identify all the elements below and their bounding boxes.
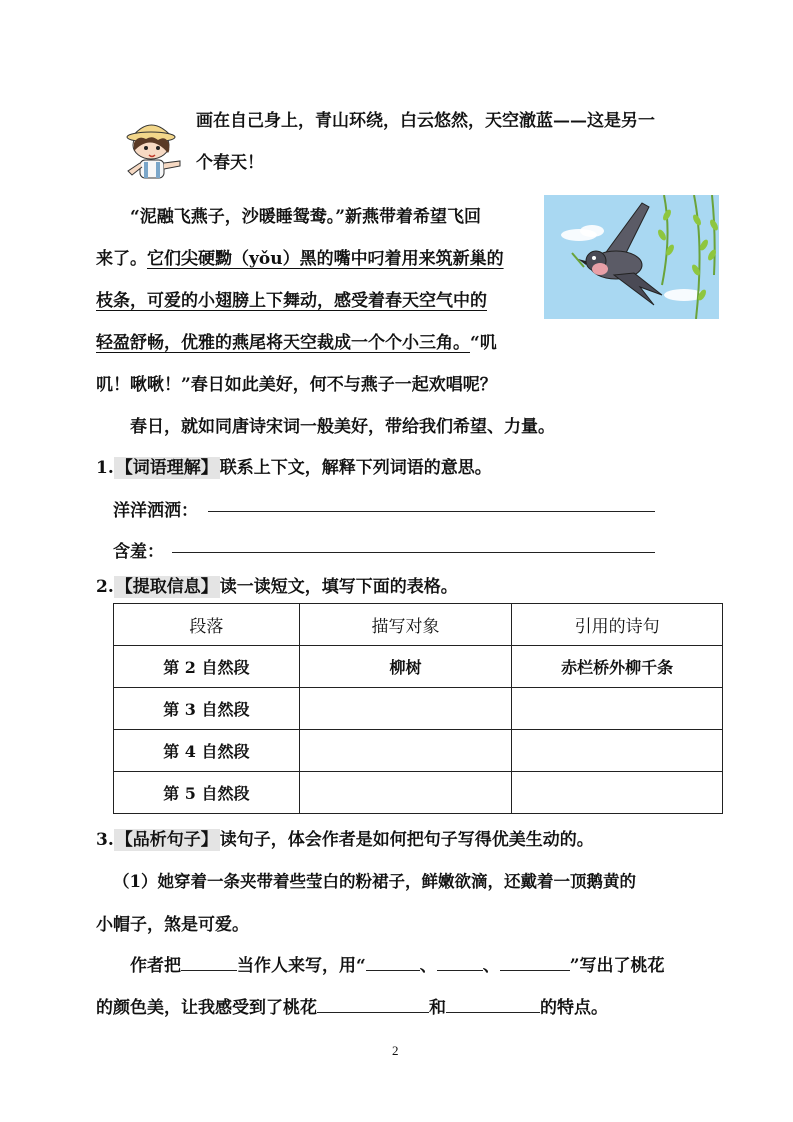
q3-blank-word-2[interactable] — [437, 952, 483, 971]
q1-word1-label: 洋洋洒洒： — [113, 501, 198, 521]
table-cell: 第 4 自然段 — [114, 730, 300, 772]
swallow-line-5: 叽！啾啾！”春日如此美好，何不与燕子一起欢唱呢？ — [96, 375, 497, 395]
child-illustration — [118, 115, 188, 187]
table-header-row — [114, 604, 723, 646]
closing-line: 春日，就如同唐诗宋词一般美好，带给我们希望、力量。 — [130, 417, 555, 437]
table-cell: 第 5 自然段 — [114, 772, 300, 814]
table-row — [114, 688, 723, 730]
q1-heading — [96, 453, 492, 478]
swallow-line-2-underlined: 它们尖硬黝（yǒu）黑的嘴中叼着用来筑新巢的 — [147, 249, 504, 269]
swallow-line-3: 枝条，可爱的小翅膀上下舞动，感受着春天空气中的 — [96, 291, 487, 311]
q2-tag: 【提取信息】 — [115, 577, 218, 597]
q1-word2-label: 含羞： — [113, 542, 164, 562]
table-header: 段落 — [114, 604, 300, 646]
q3-fill-e: 和 — [429, 998, 446, 1018]
table-header: 引用的诗句 — [512, 604, 723, 646]
q3-sentence-line-1: （1）她穿着一条夹带着些莹白的粉裙子，鲜嫩欲滴，还戴着一顶鹅黄的 — [113, 872, 636, 891]
table-cell: 第 2 自然段 — [114, 646, 300, 688]
table-row — [114, 772, 723, 814]
q3-fill-f: 的特点。 — [540, 998, 608, 1018]
table-cell: 第 3 自然段 — [114, 688, 300, 730]
q3-blank-feature-2[interactable] — [446, 994, 540, 1013]
q1-word1-answer-line[interactable] — [208, 511, 655, 512]
q1-word2-answer-line[interactable] — [172, 552, 655, 553]
q3-text: 读句子，体会作者是如何把句子写得优美生动的。 — [219, 830, 594, 850]
q3-blank-feature-1[interactable] — [317, 994, 429, 1013]
q3-blank-word-1[interactable] — [366, 952, 420, 971]
table-cell[interactable] — [512, 730, 723, 772]
q3-fill-c: ”写出了桃花 — [569, 956, 665, 976]
q3-fill-line-2 — [96, 993, 608, 1018]
swallow-line-4-plain: “叽 — [470, 333, 497, 353]
q3-fill-a: 作者把 — [130, 956, 181, 976]
q3-blank-object[interactable] — [181, 952, 237, 971]
swallow-illustration — [544, 195, 719, 319]
table-row — [114, 646, 723, 688]
table-cell[interactable] — [299, 730, 512, 772]
swallow-line-2-plain: 来了。 — [96, 249, 147, 269]
page-number: 2 — [392, 1043, 399, 1058]
table-cell[interactable] — [299, 688, 512, 730]
q3-tag: 【品析句子】 — [115, 830, 218, 850]
q3-sep-1: 、 — [419, 956, 437, 976]
table-cell[interactable] — [512, 688, 723, 730]
info-table — [113, 603, 723, 814]
q1-text: 联系上下文，解释下列词语的意思。 — [219, 458, 492, 478]
q3-heading — [96, 825, 594, 850]
table-cell[interactable] — [512, 772, 723, 814]
swallow-line-4-underlined: 轻盈舒畅，优雅的燕尾将天空裁成一个个小三角。 — [96, 333, 470, 353]
table-row — [114, 730, 723, 772]
table-cell[interactable]: 柳树 — [299, 646, 512, 688]
table-header: 描写对象 — [299, 604, 512, 646]
q2-number: 2. — [96, 577, 114, 597]
q3-sep-2: 、 — [482, 956, 500, 976]
intro-line-1: 画在自己身上，青山环绕，白云悠然，天空澈蓝——这是另一 — [196, 111, 655, 131]
q3-blank-word-3[interactable] — [500, 952, 570, 971]
intro-line-2: 个春天！ — [196, 153, 264, 173]
q3-number: 3. — [96, 830, 114, 850]
q3-fill-b: 当作人来写，用“ — [237, 956, 366, 976]
q2-heading — [96, 572, 458, 597]
q3-sentence-line-2: 小帽子，煞是可爱。 — [96, 915, 249, 935]
table-cell[interactable]: 赤栏桥外柳千条 — [512, 646, 723, 688]
swallow-line-2 — [96, 244, 504, 269]
q3-fill-line-1 — [130, 951, 665, 976]
q1-number: 1. — [96, 458, 114, 478]
swallow-line-1: “泥融飞燕子，沙暖睡鸳鸯。”新燕带着希望飞回 — [130, 207, 482, 227]
q3-fill-d: 的颜色美，让我感受到了桃花 — [96, 998, 317, 1018]
q2-text: 读一读短文，填写下面的表格。 — [219, 577, 458, 597]
q1-tag: 【词语理解】 — [115, 458, 218, 478]
swallow-line-4 — [96, 328, 497, 353]
table-cell[interactable] — [299, 772, 512, 814]
